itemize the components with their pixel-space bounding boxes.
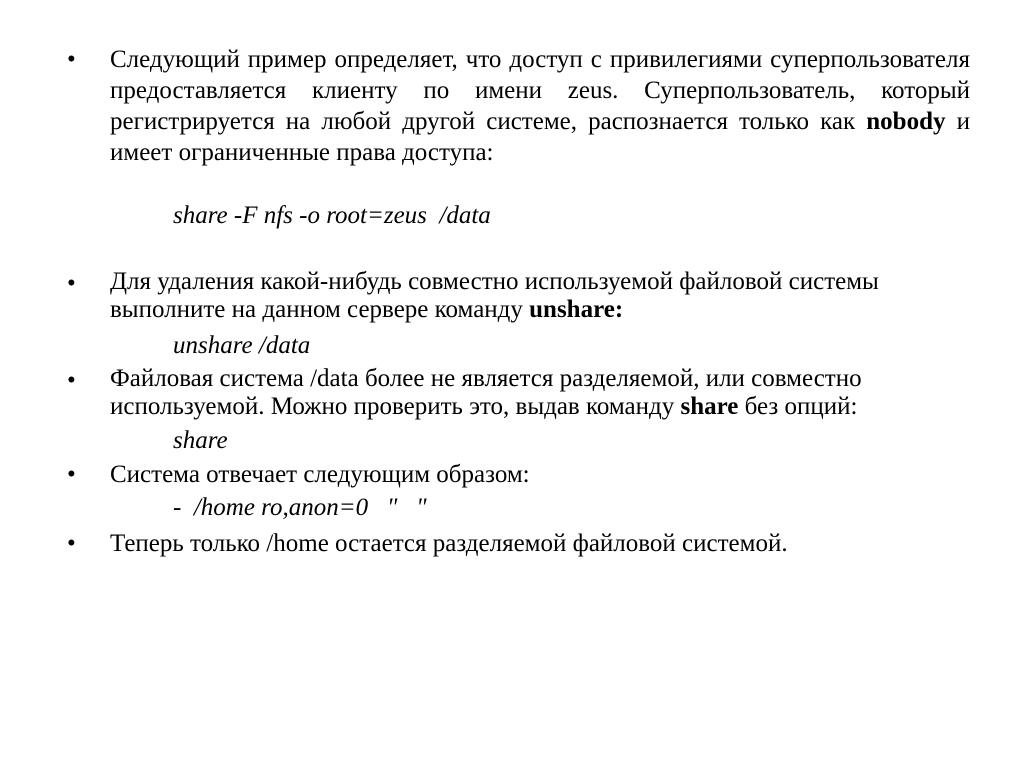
bullet-text-part: Файловая система /data более не является разделяемой, или совместно используемой. Можно проверить это, выдав команду [110, 365, 862, 420]
bullet-text-part: и имеет ограниченные права доступа: [110, 108, 970, 166]
bullet-text [110, 365, 970, 421]
bullet-text [110, 459, 970, 490]
command-line: share -F nfs -o root=zeus /data [173, 202, 491, 229]
bold-command: unshare: [529, 296, 624, 323]
bullet-marker: • [67, 530, 76, 557]
bullet-text [110, 268, 970, 324]
command-line: share [173, 427, 228, 454]
bullet-text-part: Следующий пример определяет, что доступ с привилегиями суперпользователя предоставляется клиенту по имени zeus. Суперпользователь, который регистрируется на любой другой системе, распознается только как [110, 46, 970, 135]
bullet-text-part: Теперь только /home остается разделяемой файловой системой. [110, 530, 788, 557]
command-line: - /home ro,anon=0 " " [173, 494, 427, 521]
command-line: unshare /data [173, 332, 311, 359]
bold-command: nobody [866, 108, 946, 135]
bullet-text [110, 528, 970, 559]
bullet-marker: • [67, 46, 76, 73]
bullet-marker: • [67, 367, 76, 394]
bullet-text-part: Для удаления какой-нибудь совместно используемой файловой системы выполните на данном сервере команду [110, 268, 879, 323]
bullet-text-part: без опций: [738, 393, 858, 420]
bullet-marker: • [67, 461, 76, 488]
bullet-text-part: Система отвечает следующим образом: [110, 461, 530, 488]
bullet-text [110, 44, 970, 168]
bold-command: share [680, 393, 739, 420]
bullet-marker: • [67, 270, 76, 297]
